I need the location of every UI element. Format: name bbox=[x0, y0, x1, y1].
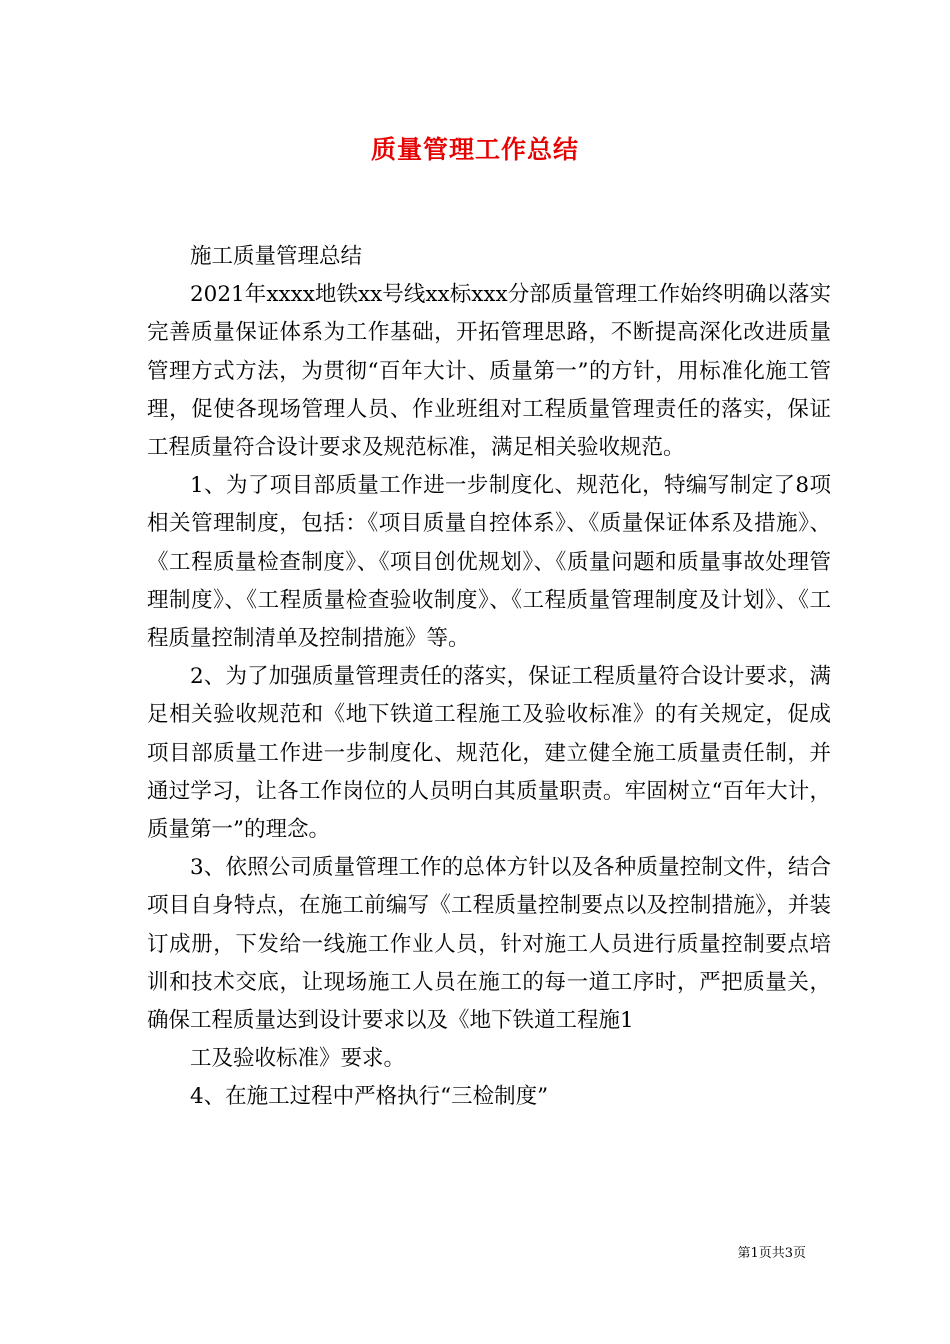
paragraph-intro: 2021年xxxx地铁xx号线xx标xxx分部质量管理工作始终明确以落实完善质量保证体系为工作基础，开拓管理思路，不断提高深化改进质量管理方式方法，为贯彻“百年大计、质量第一”的方针，用标准化施工管理，促使各现场管理人员、作业班组对工程质量管理责任的落实，保证工程质量符合设计要求及规范标准，满足相关验收规范。 bbox=[147, 282, 831, 461]
paragraph-continuation: 工及验收标准》要求。 bbox=[190, 1046, 406, 1072]
paragraph-item-3: 3、依照公司质量管理工作的总体方针以及各种质量控制文件，结合项目自身特点，在施工前编写《工程质量控制要点以及控制措施》，并装订成册，下发给一线施工作业人员，针对施工人员进行质量控制要点培训和技术交底，让现场施工人员在施工的每一道工序时，严把质量关，确保工程质量达到设计要求以及《地下铁道工程施1 bbox=[147, 855, 831, 1034]
paragraph-item-4: 4、在施工过程中严格执行“三检制度” bbox=[190, 1084, 549, 1110]
document-subtitle: 施工质量管理总结 bbox=[190, 244, 363, 269]
document-body bbox=[147, 238, 831, 1117]
paragraph-item-2: 2、为了加强质量管理责任的落实，保证工程质量符合设计要求，满足相关验收规范和《地下铁道工程施工及验收标准》的有关规定，促成项目部质量工作进一步制度化、规范化，建立健全施工质量责任制，并通过学习，让各工作岗位的人员明白其质量职责。牢固树立“百年大计，质量第一”的理念。 bbox=[147, 664, 831, 843]
paragraph-item-1: 1、为了项目部质量工作进一步制度化、规范化，特编写制定了8项相关管理制度，包括：《项目质量自控体系》、《质量保证体系及措施》、《工程质量检查制度》、《项目创优规划》、《质量问题和质量事故处理管理制度》、《工程质量检查验收制度》、《工程质量管理制度及计划》、《工程质量控制清单及控制措施》等。 bbox=[147, 473, 831, 652]
page-number: 第1页共3页 bbox=[737, 1246, 806, 1261]
document-title: 质量管理工作总结 bbox=[370, 135, 579, 164]
